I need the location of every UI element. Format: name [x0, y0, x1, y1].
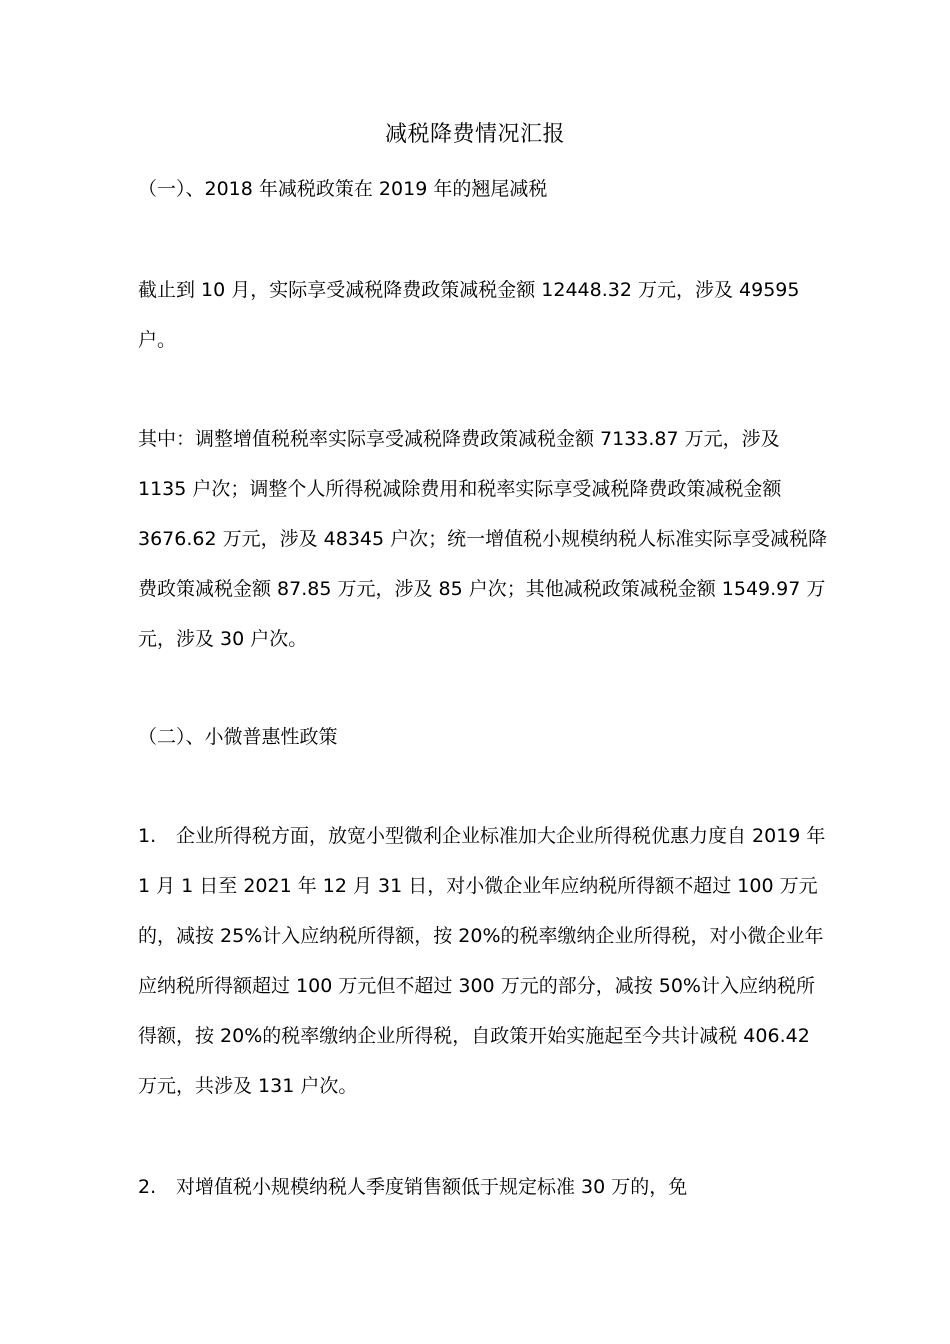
list-item-text: 对增值税小规模纳税人季度销售额低于规定标准 30 万的，免 [176, 1176, 688, 1198]
list-item-number: 2. [138, 1176, 157, 1198]
section-2-heading: （二）、小微普惠性政策 [138, 726, 338, 748]
list-item-number: 1. [138, 825, 157, 847]
section-1-detail: 其中：调整增值税税率实际享受减税降费政策减税金额 7133.87 万元，涉及 1135 户次；调整个人所得税减除费用和税率实际享受减税降费政策减税金额 3676.62 万元，涉及 48345 户次；统一增值税小规模纳税人标准实际享受减税降费政策减税金额 87.85 万元，涉及 85 户次；其他减税政策减税金额 1549.97 万元，涉及 30 户次。 [138, 428, 828, 650]
section-1-summary: 截止到 10 月，实际享受减税降费政策减税金额 12448.32 万元，涉及 49595 户。 [138, 279, 800, 351]
list-item-1 [138, 811, 828, 1111]
list-item-text: 企业所得税方面，放宽小型微利企业标准加大企业所得税优惠力度自 2019 年 1 月 1 日至 2021 年 12 月 31 日，对小微企业年应纳税所得额不超过 100 万元的，减按 25%计入应纳税所得额，按 20%的税率缴纳企业所得税，对小微企业年应纳税所得额超过 100 万元但不超过 300 万元的部分，减按 50%计入应纳税所得额，按 20%的税率缴纳企业所得税，自政策开始实施起至今共计减税 406.42 万元，共涉及 131 户次。 [138, 825, 826, 1097]
section-1-heading: （一）、2018 年减税政策在 2019 年的翘尾减税 [138, 178, 548, 200]
list-item-2 [138, 1162, 828, 1212]
document-title: 减税降费情况汇报 [384, 122, 565, 147]
